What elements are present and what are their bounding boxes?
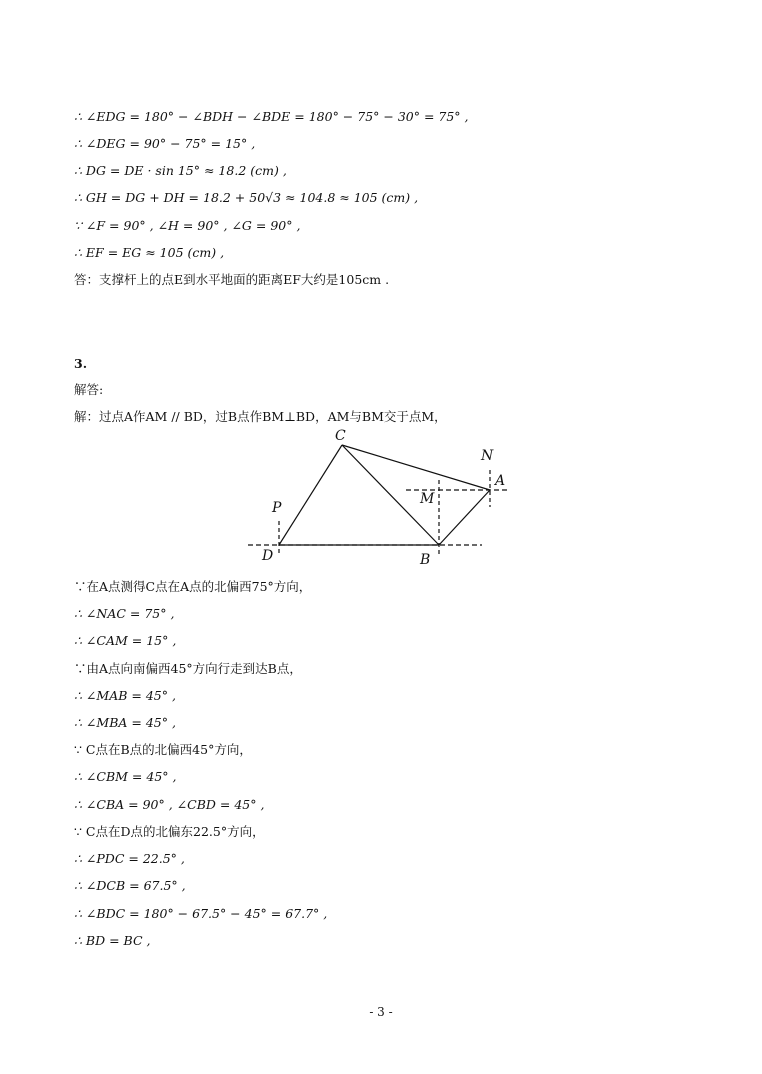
label-p: P	[272, 500, 282, 516]
solution-line: ∴ ∠PDC = 22.5° ,	[74, 851, 185, 866]
label-d: D	[262, 548, 274, 564]
solution-line: ∴ ∠CBA = 90° , ∠CBD = 45° ,	[74, 797, 265, 812]
solution-line: ∴ ∠MBA = 45° ,	[74, 715, 176, 730]
solution-line: ∵在A点测得C点在A点的北偏西75°方向，	[74, 579, 312, 594]
solution-line: ∴ EF = EG ≈ 105 (cm) ,	[74, 245, 225, 260]
answer-line: 答：支撑杆上的点E到水平地面的距离EF大约是105cm .	[74, 272, 390, 287]
solution-line: ∴ GH = DG + DH = 18.2 + 50√3 ≈ 104.8 ≈ 105 (cm) ,	[74, 190, 419, 205]
solution-line: ∵ ∠F = 90° , ∠H = 90° , ∠G = 90° ,	[74, 218, 301, 233]
segment-ba	[439, 490, 490, 545]
solution-line: ∴ ∠CBM = 45° ,	[74, 769, 177, 784]
solution-line: ∴ BD = BC ,	[74, 933, 151, 948]
geometry-diagram	[240, 425, 530, 575]
solution-line: ∵由A点向南偏西45°方向行走到达B点，	[74, 661, 302, 676]
label-c: C	[335, 428, 346, 444]
solution-line: ∴ ∠NAC = 75° ,	[74, 606, 175, 621]
label-a: A	[495, 473, 506, 489]
solution-line: ∴ DG = DE · sin 15° ≈ 18.2 (cm) ,	[74, 163, 287, 178]
solution-line: ∴ ∠DEG = 90° − 75° = 15° ,	[74, 136, 256, 151]
page-number: - 3 -	[369, 1005, 393, 1019]
label-m: M	[420, 491, 435, 507]
question-number: 3.	[74, 356, 88, 371]
solution-line: ∴ ∠BDC = 180° − 67.5° − 45° = 67.7° ,	[74, 906, 328, 921]
segment-dc	[279, 445, 342, 545]
solution-line: ∵ C点在D点的北偏东22.5°方向，	[74, 824, 265, 839]
solution-line: ∵ C点在B点的北偏西45°方向，	[74, 742, 252, 757]
solution-line: ∴ ∠DCB = 67.5° ,	[74, 878, 186, 893]
solution-line: ∴ ∠EDG = 180° − ∠BDH − ∠BDE = 180° − 75° − 30° = 75° ,	[74, 109, 469, 124]
solution-intro: 解：过点A作AM // BD，过B点作BM⊥BD，AM与BM交于点M，	[74, 409, 447, 424]
solution-line: ∴ ∠MAB = 45° ,	[74, 688, 176, 703]
label-n: N	[481, 448, 494, 464]
label-b: B	[420, 552, 431, 568]
solution-line: ∴ ∠CAM = 15° ,	[74, 633, 177, 648]
answer-label: 解答:	[74, 382, 104, 397]
